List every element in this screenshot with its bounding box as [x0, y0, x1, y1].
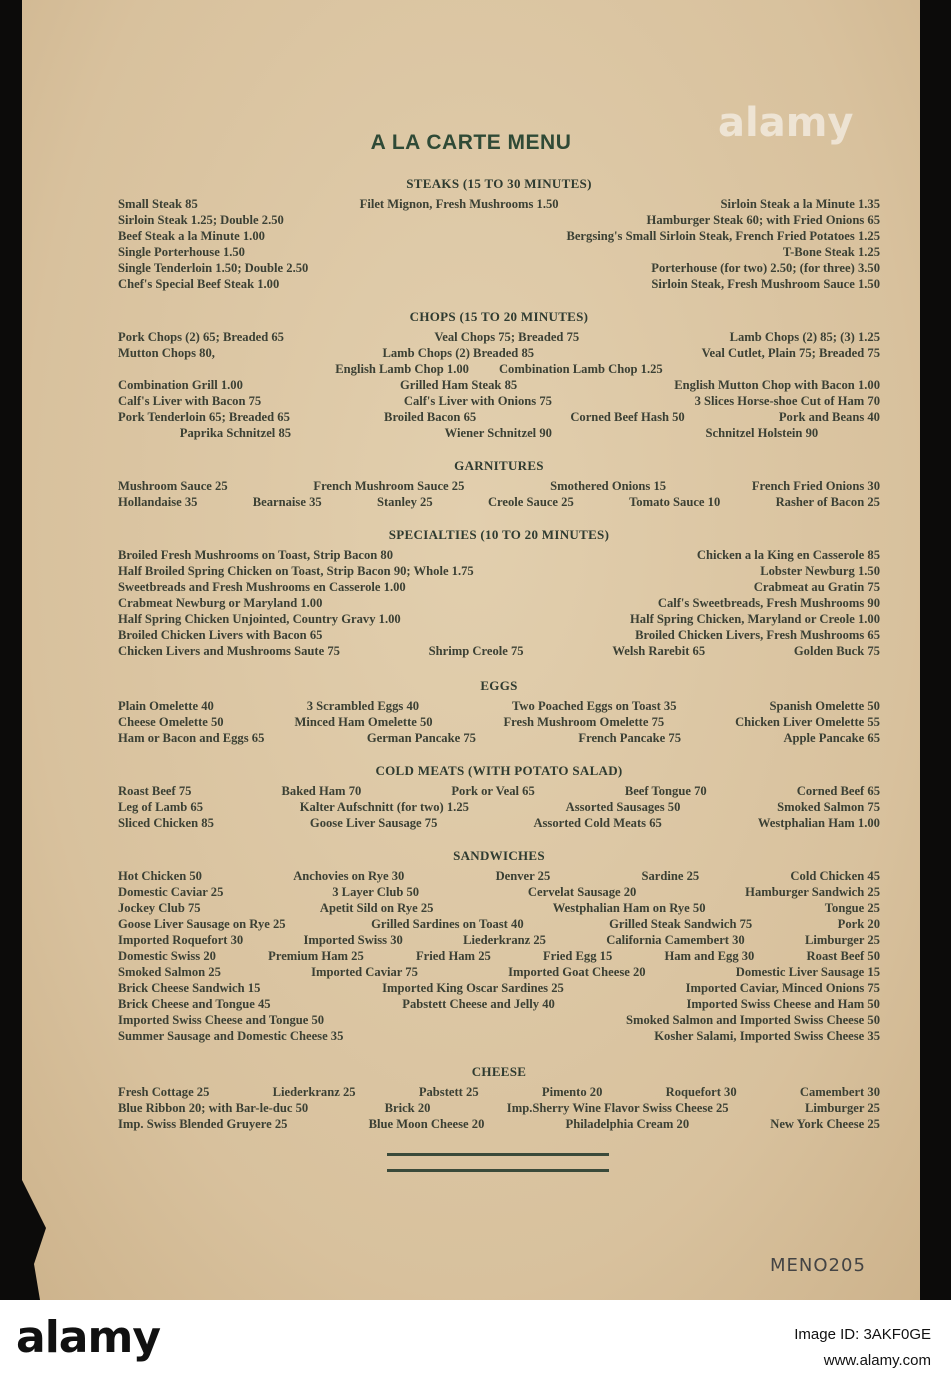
menu-item: Bearnaise 35 — [252, 495, 322, 509]
menu-row — [118, 212, 880, 228]
menu-item: Domestic Swiss 20 — [118, 949, 216, 963]
menu-item: Hamburger Sandwich 25 — [745, 885, 880, 899]
menu-item: Sliced Chicken 85 — [118, 816, 214, 830]
menu-item: Goose Liver Sausage on Rye 25 — [118, 917, 286, 931]
menu-row — [118, 361, 880, 377]
menu-item: Blue Ribbon 20; with Bar-le-duc 50 — [118, 1101, 309, 1115]
menu-row — [118, 611, 880, 627]
menu-item: Chicken Liver Omelette 55 — [735, 715, 880, 729]
menu-item: Anchovies on Rye 30 — [293, 869, 405, 883]
menu-row — [118, 730, 880, 746]
section-heading: GARNITURES — [454, 458, 544, 473]
menu-item: Rasher of Bacon 25 — [775, 495, 880, 509]
menu-item: Beef Steak a la Minute 1.00 — [118, 229, 265, 243]
menu-row — [118, 627, 880, 643]
menu-page — [22, 0, 920, 1300]
menu-item: Wiener Schnitzel 90 — [444, 426, 552, 440]
menu-item: Brick Cheese and Tongue 45 — [118, 997, 271, 1011]
menu-row — [118, 916, 880, 932]
menu-item: Ham or Bacon and Eggs 65 — [118, 731, 265, 745]
menu-item: 3 Scrambled Eggs 40 — [306, 699, 420, 713]
menu-item: Imported Swiss Cheese and Tongue 50 — [118, 1013, 325, 1027]
menu-item: English Lamb Chop 1.00 — [335, 362, 469, 376]
menu-item: Stanley 25 — [376, 495, 433, 509]
menu-item: 3 Layer Club 50 — [332, 885, 420, 899]
section-heading: CHOPS (15 TO 20 MINUTES) — [409, 309, 589, 324]
menu-row — [118, 996, 880, 1012]
menu-row — [118, 1100, 880, 1116]
menu-row — [118, 425, 880, 441]
menu-item: Hollandaise 35 — [118, 495, 198, 509]
menu-item: Lamb Chops (2) 85; (3) 1.25 — [729, 330, 880, 344]
menu-item: Filet Mignon, Fresh Mushrooms 1.50 — [359, 197, 559, 211]
alamy-logo: alamy — [16, 1312, 160, 1363]
menu-item: Hamburger Steak 60; with Fried Onions 65 — [646, 213, 880, 227]
menu-item: Imported Swiss Cheese and Ham 50 — [686, 997, 880, 1011]
menu-item: Veal Chops 75; Breaded 75 — [434, 330, 580, 344]
menu-item: Cervelat Sausage 20 — [527, 885, 637, 899]
menu-item: Grilled Steak Sandwich 75 — [609, 917, 753, 931]
menu-item: Imp. Swiss Blended Gruyere 25 — [118, 1117, 288, 1131]
menu-row — [118, 595, 880, 611]
menu-section — [118, 309, 880, 441]
menu-row — [118, 409, 880, 425]
menu-item: Kosher Salami, Imported Swiss Cheese 35 — [654, 1029, 880, 1043]
menu-item: Grilled Ham Steak 85 — [399, 378, 518, 392]
menu-item: Shrimp Creole 75 — [428, 644, 524, 658]
menu-item: Ham and Egg 30 — [664, 949, 755, 963]
menu-item: Tomato Sauce 10 — [629, 495, 721, 509]
menu-section — [118, 176, 880, 292]
menu-item: Fried Egg 15 — [542, 949, 613, 963]
menu-item: Veal Cutlet, Plain 75; Breaded 75 — [701, 346, 880, 360]
menu-item: Calf's Liver with Bacon 75 — [118, 394, 262, 408]
menu-item: Liederkranz 25 — [272, 1085, 356, 1099]
menu-item: French Pancake 75 — [578, 731, 681, 745]
menu-row — [118, 884, 880, 900]
menu-row — [118, 228, 880, 244]
section-heading: EGGS — [480, 678, 518, 693]
menu-row — [118, 799, 880, 815]
menu-section — [118, 763, 880, 831]
menu-item: Hot Chicken 50 — [118, 869, 202, 883]
section-heading: SANDWICHES — [453, 848, 545, 863]
menu-item: Combination Grill 1.00 — [118, 378, 243, 392]
menu-item: Smothered Onions 15 — [550, 479, 667, 493]
menu-item: Liederkranz 25 — [463, 933, 546, 947]
menu-item: Smoked Salmon 25 — [118, 965, 221, 979]
menu-item: Two Poached Eggs on Toast 35 — [511, 699, 677, 713]
menu-row — [118, 698, 880, 714]
menu-item: Calf's Sweetbreads, Fresh Mushrooms 90 — [657, 596, 880, 610]
menu-item: Corned Beef 65 — [796, 784, 880, 798]
menu-item: Summer Sausage and Domestic Cheese 35 — [118, 1029, 344, 1043]
menu-item: Broiled Fresh Mushrooms on Toast, Strip Bacon 80 — [118, 548, 394, 562]
menu-item: Domestic Caviar 25 — [118, 885, 224, 899]
menu-row — [118, 932, 880, 948]
menu-row — [118, 868, 880, 884]
menu-item: Golden Buck 75 — [793, 644, 880, 658]
menu-item: Broiled Bacon 65 — [384, 410, 477, 424]
menu-item: Imported Goat Cheese 20 — [508, 965, 646, 979]
menu-item: Cheese Omelette 50 — [118, 715, 224, 729]
watermark-logo: alamy — [718, 100, 854, 146]
menu-row — [118, 276, 880, 292]
menu-item: Lamb Chops (2) Breaded 85 — [382, 346, 535, 360]
menu-item: Welsh Rarebit 65 — [612, 644, 706, 658]
menu-item: Brick 20 — [384, 1101, 431, 1115]
menu-item: Plain Omelette 40 — [118, 699, 214, 713]
menu-item: New York Cheese 25 — [770, 1117, 880, 1131]
menu-item: Mutton Chops 80, — [118, 346, 215, 360]
menu-item: Sardine 25 — [641, 869, 700, 883]
menu-item: Fresh Mushroom Omelette 75 — [503, 715, 665, 729]
menu-item: Cold Chicken 45 — [790, 869, 880, 883]
menu-item: Minced Ham Omelette 50 — [294, 715, 433, 729]
menu-item: English Mutton Chop with Bacon 1.00 — [674, 378, 880, 392]
watermark-footer — [0, 1300, 951, 1390]
menu-item: Kalter Aufschnitt (for two) 1.25 — [299, 800, 469, 814]
menu-row — [118, 643, 880, 659]
menu-item: Roast Beef 50 — [806, 949, 880, 963]
menu-item: Pimento 20 — [541, 1085, 603, 1099]
menu-item: French Fried Onions 30 — [751, 479, 880, 493]
menu-item: Sweetbreads and Fresh Mushrooms en Casserole 1.00 — [118, 580, 406, 594]
menu-item: Philadelphia Cream 20 — [565, 1117, 690, 1131]
menu-item: Grilled Sardines on Toast 40 — [371, 917, 524, 931]
menu-item: 3 Slices Horse-shoe Cut of Ham 70 — [694, 394, 880, 408]
menu-item: Baked Ham 70 — [281, 784, 362, 798]
menu-row — [118, 980, 880, 996]
menu-item: Calf's Liver with Onions 75 — [403, 394, 552, 408]
menu-item: Premium Ham 25 — [268, 949, 364, 963]
decorative-rule — [387, 1169, 609, 1172]
menu-item: Broiled Chicken Livers with Bacon 65 — [118, 628, 323, 642]
menu-item: Chicken a la King en Casserole 85 — [696, 548, 880, 562]
menu-item: Fried Ham 25 — [415, 949, 491, 963]
menu-item: Pork 20 — [837, 917, 880, 931]
menu-row — [118, 1084, 880, 1100]
menu-item: Mushroom Sauce 25 — [118, 479, 228, 493]
menu-item: Corned Beef Hash 50 — [570, 410, 685, 424]
menu-item: Imported Caviar, Minced Onions 75 — [685, 981, 880, 995]
menu-row — [118, 783, 880, 799]
menu-item: Jockey Club 75 — [118, 901, 201, 915]
menu-item: Chicken Livers and Mushrooms Saute 75 — [118, 644, 340, 658]
menu-section — [118, 1064, 880, 1132]
menu-item: Single Porterhouse 1.50 — [118, 245, 245, 259]
image-id — [794, 1322, 931, 1374]
menu-item: Leg of Lamb 65 — [118, 800, 204, 814]
menu-item: Schnitzel Holstein 90 — [705, 426, 819, 440]
menu-item: Bergsing's Small Sirloin Steak, French Fried Potatoes 1.25 — [566, 229, 880, 243]
menu-item: Half Spring Chicken, Maryland or Creole 1.00 — [629, 612, 880, 626]
menu-item: Broiled Chicken Livers, Fresh Mushrooms 65 — [635, 628, 880, 642]
menu-row — [118, 948, 880, 964]
menu-item: Combination Lamb Chop 1.25 — [498, 362, 663, 376]
menu-item: Sirloin Steak a la Minute 1.35 — [720, 197, 880, 211]
menu-row — [118, 494, 880, 510]
handwritten-note: MENO205 — [770, 1255, 866, 1276]
menu-item: California Camembert 30 — [606, 933, 745, 947]
menu-item: Camembert 30 — [799, 1085, 880, 1099]
menu-item: Blue Moon Cheese 20 — [368, 1117, 485, 1131]
menu-item: T-Bone Steak 1.25 — [782, 245, 880, 259]
menu-item: Westphalian Ham 1.00 — [757, 816, 880, 830]
menu-row — [118, 714, 880, 730]
menu-item: Westphalian Ham on Rye 50 — [552, 901, 706, 915]
menu-item: Imp.Sherry Wine Flavor Swiss Cheese 25 — [506, 1101, 729, 1115]
menu-item: Imported Swiss 30 — [303, 933, 403, 947]
menu-item: Apple Pancake 65 — [783, 731, 880, 745]
menu-item: Beef Tongue 70 — [624, 784, 707, 798]
menu-item: Domestic Liver Sausage 15 — [735, 965, 880, 979]
menu-row — [118, 547, 880, 563]
menu-item: Pork and Beans 40 — [778, 410, 880, 424]
menu-item: Assorted Sausages 50 — [565, 800, 681, 814]
menu-item: Creole Sauce 25 — [487, 495, 574, 509]
menu-item: Spanish Omelette 50 — [769, 699, 880, 713]
menu-item: Goose Liver Sausage 75 — [309, 816, 438, 830]
menu-item: Porterhouse (for two) 2.50; (for three) 3.50 — [651, 261, 880, 275]
menu-row — [118, 900, 880, 916]
menu-row — [118, 964, 880, 980]
menu-item: Chef's Special Beef Steak 1.00 — [118, 277, 280, 291]
menu-row — [118, 260, 880, 276]
menu-item: Imported Caviar 75 — [311, 965, 418, 979]
menu-item: Pork Tenderloin 65; Breaded 65 — [118, 410, 290, 424]
menu-item: Roquefort 30 — [665, 1085, 737, 1099]
menu-item: Crabmeat Newburg or Maryland 1.00 — [118, 596, 323, 610]
menu-item: Tongue 25 — [824, 901, 880, 915]
menu-item: Assorted Cold Meats 65 — [533, 816, 662, 830]
section-heading: SPECIALTIES (10 TO 20 MINUTES) — [388, 527, 610, 542]
menu-row — [118, 1028, 880, 1044]
menu-item: Imported Roquefort 30 — [118, 933, 244, 947]
menu-section — [118, 848, 880, 1044]
menu-item: German Pancake 75 — [366, 731, 476, 745]
menu-item: Brick Cheese Sandwich 15 — [118, 981, 261, 995]
menu-item: Sirloin Steak 1.25; Double 2.50 — [118, 213, 284, 227]
menu-item: Imported King Oscar Sardines 25 — [382, 981, 564, 995]
section-heading: COLD MEATS (WITH POTATO SALAD) — [375, 763, 623, 778]
menu-item: Limburger 25 — [804, 1101, 880, 1115]
menu-row — [118, 478, 880, 494]
menu-item: Pork Chops (2) 65; Breaded 65 — [118, 330, 284, 344]
menu-item: Crabmeat au Gratin 75 — [753, 580, 880, 594]
menu-row — [118, 329, 880, 345]
menu-item: Lobster Newburg 1.50 — [760, 564, 880, 578]
menu-item: Pabstett Cheese and Jelly 40 — [402, 997, 555, 1011]
menu-item: Denver 25 — [495, 869, 551, 883]
image-url: www.alamy.com — [823, 1352, 931, 1369]
menu-item: Single Tenderloin 1.50; Double 2.50 — [118, 261, 309, 275]
menu-item: Smoked Salmon and Imported Swiss Cheese 50 — [625, 1013, 880, 1027]
menu-row — [118, 377, 880, 393]
decorative-rule — [387, 1153, 609, 1156]
menu-item: Pork or Veal 65 — [451, 784, 535, 798]
menu-row — [118, 579, 880, 595]
menu-item: Pabstett 25 — [418, 1085, 479, 1099]
menu-title: A LA CARTE MENU — [370, 131, 572, 154]
section-heading: STEAKS (15 TO 30 MINUTES) — [406, 176, 592, 191]
menu-item: Roast Beef 75 — [118, 784, 192, 798]
menu-item: Small Steak 85 — [118, 197, 198, 211]
menu-item: Sirloin Steak, Fresh Mushroom Sauce 1.50 — [651, 277, 880, 291]
section-heading: CHEESE — [471, 1064, 527, 1079]
menu-row — [118, 196, 880, 212]
menu-row — [118, 244, 880, 260]
menu-row — [118, 345, 880, 361]
menu-row — [118, 815, 880, 831]
menu-section — [118, 527, 880, 659]
menu-item: Smoked Salmon 75 — [777, 800, 880, 814]
image-id-text: Image ID: 3AKF0GE — [794, 1326, 931, 1343]
menu-row — [118, 1012, 880, 1028]
menu-section — [118, 678, 880, 746]
menu-section — [118, 458, 880, 510]
menu-row — [118, 563, 880, 579]
menu-item: Paprika Schnitzel 85 — [179, 426, 292, 440]
menu-item: Half Broiled Spring Chicken on Toast, Strip Bacon 90; Whole 1.75 — [118, 564, 474, 578]
menu-row — [118, 393, 880, 409]
menu-item: Half Spring Chicken Unjointed, Country Gravy 1.00 — [118, 612, 401, 626]
menu-row — [118, 1116, 880, 1132]
menu-item: Apetit Sild on Rye 25 — [319, 901, 434, 915]
menu-item: Fresh Cottage 25 — [118, 1085, 210, 1099]
menu-item: French Mushroom Sauce 25 — [313, 479, 465, 493]
menu-item: Limburger 25 — [804, 933, 880, 947]
